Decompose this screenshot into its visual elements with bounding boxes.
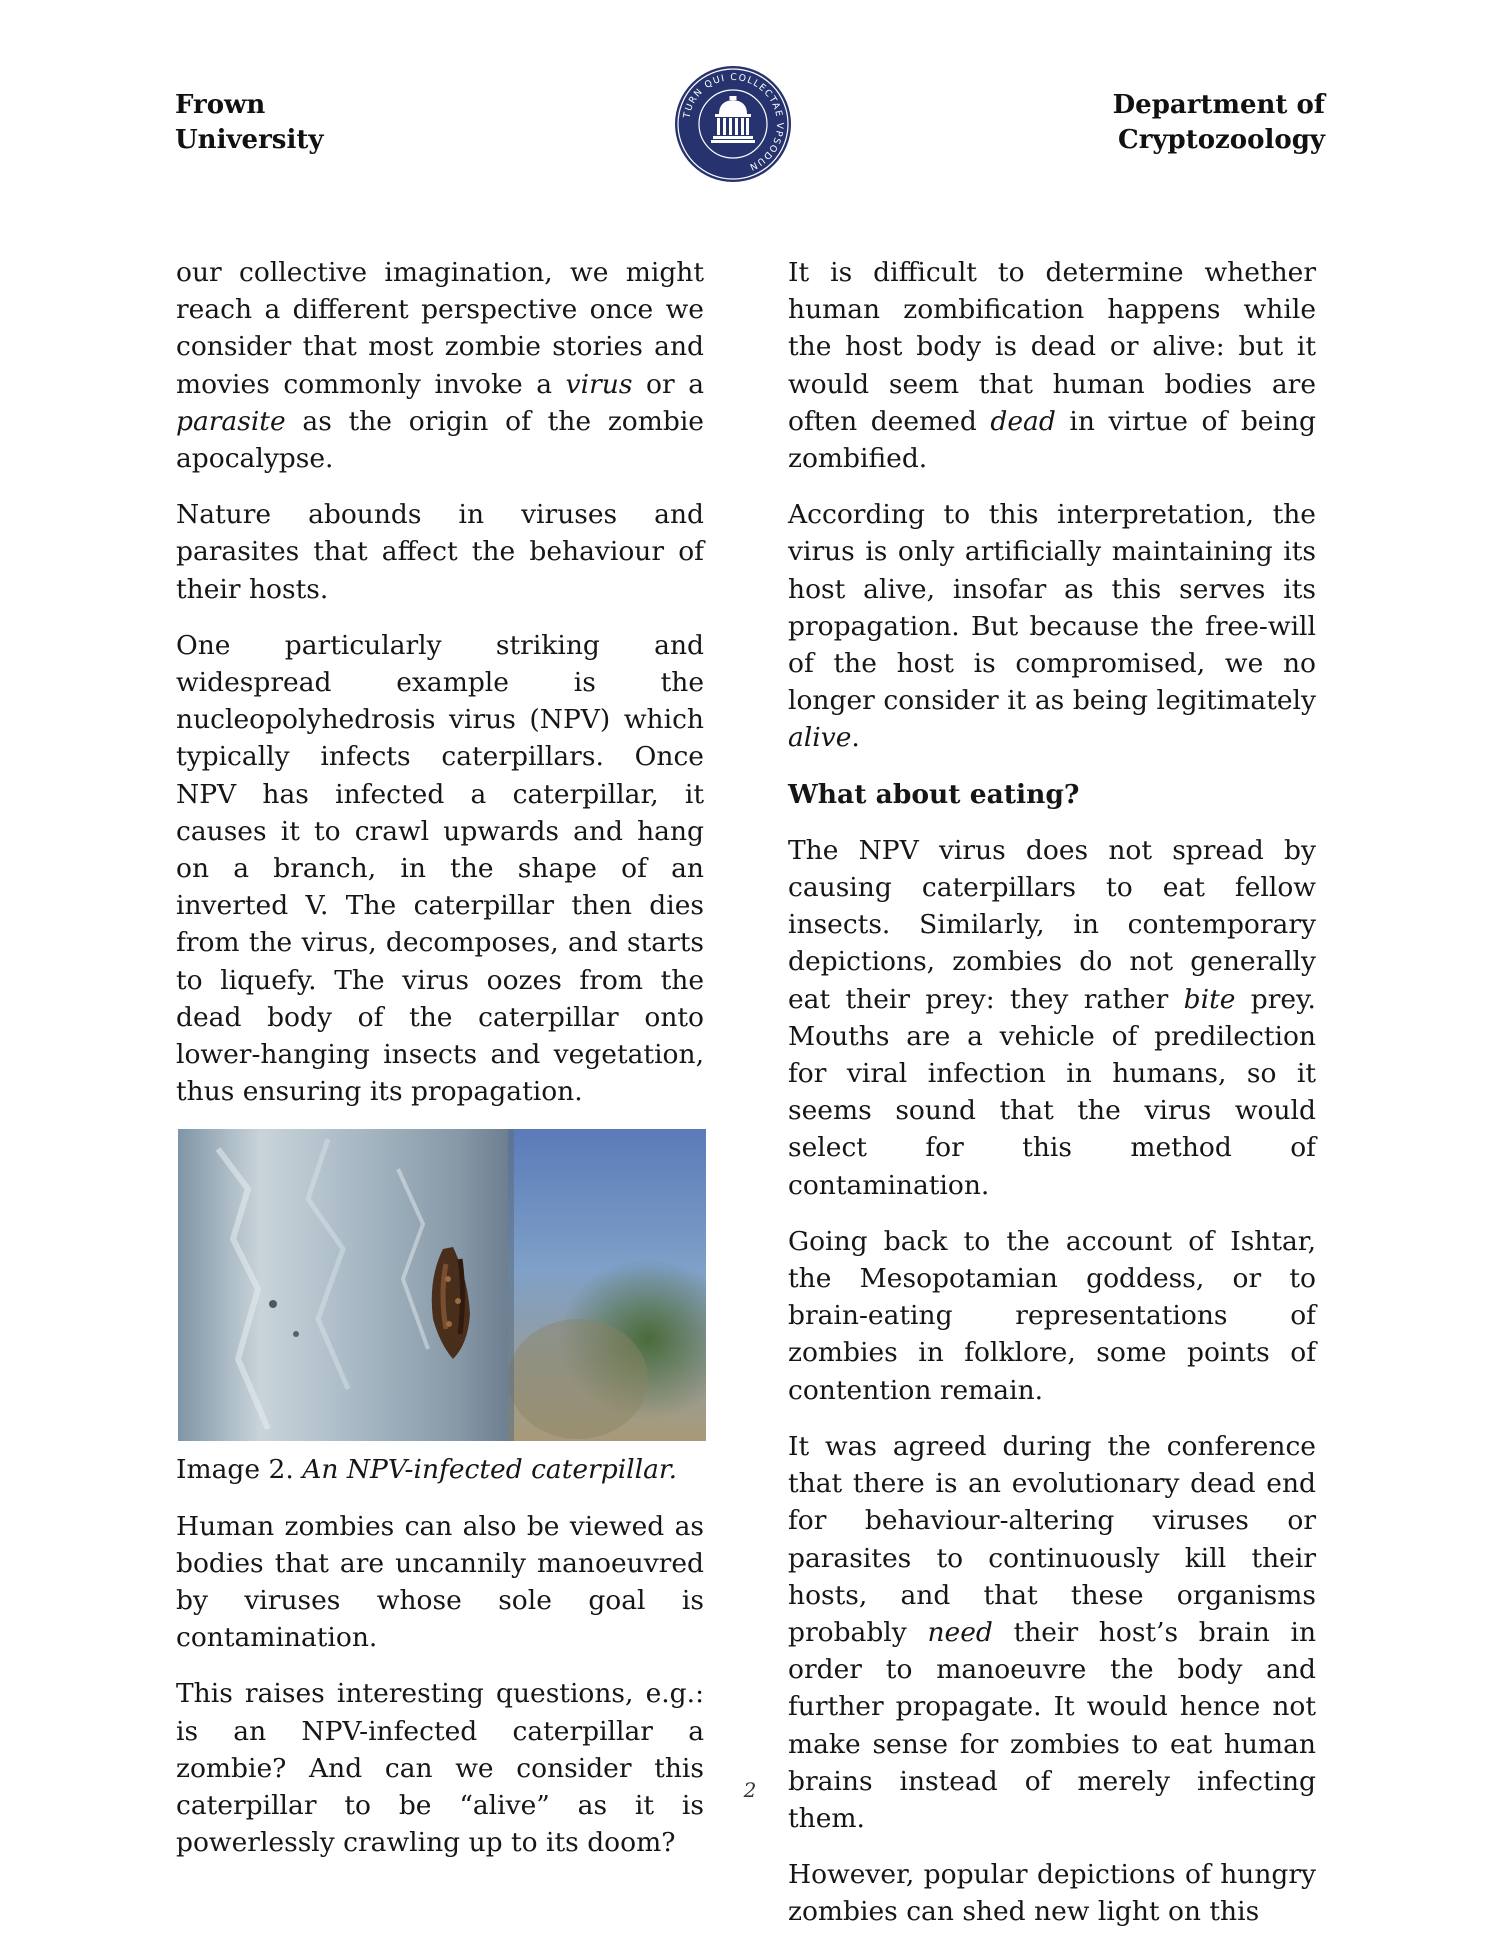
department-name bbox=[1113, 88, 1325, 158]
left-paragraph-4: Human zombies can also be viewed as bodies that are uncannily manoeuvred by viruses whose sole goal is contamination. bbox=[176, 1510, 704, 1654]
left-paragraph-2: Nature abounds in viruses and parasites that affect the behaviour of their hosts. bbox=[176, 499, 704, 605]
image-caption: Image 2. An NPV-infected caterpillar. bbox=[176, 1454, 678, 1486]
section-heading: What about eating? bbox=[788, 778, 1080, 810]
caterpillar-photo bbox=[178, 1129, 706, 1441]
university-seal-logo bbox=[673, 64, 793, 184]
department-name-line1: Department of bbox=[1112, 90, 1325, 120]
right-paragraph-1: It is difficult to determine whether human zombification happens while the host body is dead or alive: but it would seem that human bodies are often deemed dead in virtue of being zombified. bbox=[788, 257, 1316, 475]
university-name bbox=[175, 88, 323, 158]
left-column bbox=[176, 254, 704, 1881]
university-name-line1: Frown bbox=[175, 90, 266, 120]
right-paragraph-4: Going back to the account of Ishtar, the Mesopotamian goddess, or to brain-eating representations of zombies in folklore, some points of contention remain. bbox=[788, 1225, 1316, 1406]
department-name-line2: Cryptozoology bbox=[1118, 125, 1325, 155]
right-paragraph-2: According to this interpretation, the virus is only artificially maintaining its host alive, insofar as this serves its propagation. But because the free-will of the host is compromised, we no longer consider it as being legitimately alive. bbox=[788, 499, 1316, 754]
university-name-line2: University bbox=[175, 125, 324, 155]
right-paragraph-3: The NPV virus does not spread by causing caterpillars to eat fellow insects. Similarly, in contemporary depictions, zombies do not generally eat their prey: they rather bite prey. Mouths are a vehicle of predilection for viral infection in humans, so it seems sound that the virus would select for this method of contamination. bbox=[788, 834, 1316, 1201]
left-paragraph-3: One particularly striking and widespread example is the nucleopolyhedrosis virus (NPV) which typically infects caterpillars. Once NPV has infected a caterpillar, it causes it to crawl upwards and hang on a branch, in the shape of an inverted V. The caterpillar then dies from the virus, decomposes, and starts to liquefy. The virus oozes from the dead body of the caterpillar onto lower-hanging insects and vegetation, thus ensuring its propagation. bbox=[176, 629, 704, 1108]
left-paragraph-1: our collective imagination, we might reach a different perspective once we consider that most zombie stories and movies commonly invoke a virus or a parasite as the origin of the zombie apocalypse. bbox=[176, 257, 704, 475]
right-paragraph-5: It was agreed during the conference that there is an evolutionary dead end for behaviour-altering viruses or parasites to continuously kill their hosts, and that these organisms probably need their host’s brain in order to manoeuvre the body and further propagate. It would hence not make sense for zombies to eat human brains instead of merely infecting them. bbox=[788, 1430, 1317, 1834]
caterpillar-photo-illustration bbox=[178, 1129, 706, 1441]
right-paragraph-6: However, popular depictions of hungry zombies can shed new light on this bbox=[788, 1859, 1316, 1928]
left-paragraph-5: This raises interesting questions, e.g.: is an NPV-infected caterpillar a zombie? And can we consider this caterpillar to be “alive” as it is powerlessly crawling up to its doom? bbox=[176, 1678, 704, 1859]
page-number: 2 bbox=[743, 1778, 757, 1802]
svg-text:TURN QUI COLLECTAE VPSODUN: TURN QUI COLLECTAE VPSODUN bbox=[681, 71, 786, 173]
right-column bbox=[788, 254, 1316, 1950]
